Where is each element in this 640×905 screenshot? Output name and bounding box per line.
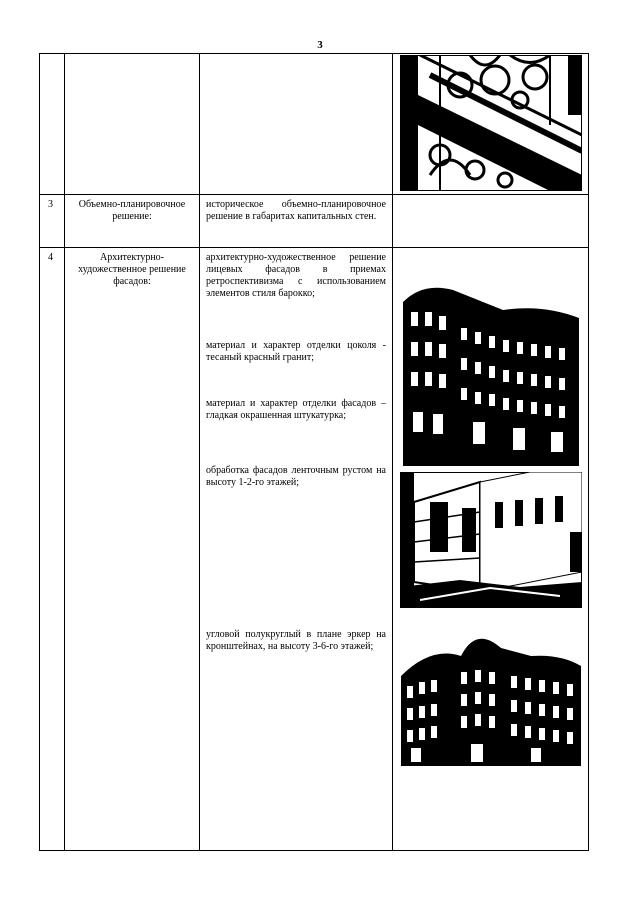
- corner-building-facade-photo: [403, 282, 579, 466]
- photo-cell: [393, 195, 589, 248]
- description-paragraph: материал и характер отделки фасадов – гладкая окрашенная штукатурка;: [206, 398, 386, 421]
- description-paragraph: материал и характер отделки цоколя - тесаный красный гранит;: [206, 340, 386, 363]
- page-number: 3: [317, 39, 323, 51]
- row-name-cell: [65, 54, 200, 195]
- description-paragraph: обработка фасадов ленточным рустом на высоту 1-2-го этажей;: [206, 465, 386, 488]
- row-description: [200, 195, 393, 248]
- row-number: 3: [40, 195, 65, 248]
- row-name: Объемно-планировочное решение:: [65, 195, 200, 248]
- corner-bay-window-building-photo: [401, 626, 581, 766]
- rusticated-ground-floor-photo: [400, 472, 582, 608]
- description-paragraph: историческое объемно-планировочное решение в габаритах капитальных стен.: [206, 199, 386, 222]
- description-paragraph: архитектурно-художественное решение лицевых фасадов в приемах ретроспективизма с использованием элементов стиля барокко;: [206, 252, 386, 299]
- table-row: [40, 195, 589, 248]
- row-number: 4: [40, 248, 65, 851]
- photo-cell: [393, 248, 589, 851]
- table-row: [40, 54, 589, 195]
- photo-cell: [393, 54, 589, 195]
- row-number-cell: [40, 54, 65, 195]
- row-description: [200, 248, 393, 851]
- row-description-cell: [200, 54, 393, 195]
- wrought-iron-stair-railing-photo: [400, 55, 582, 191]
- description-paragraph: угловой полукруглый в плане эркер на кронштейнах, на высоту 3-6-го этажей;: [206, 629, 386, 652]
- table-row: [40, 248, 589, 851]
- row-name: Архитектурно-художественное решение фасадов:: [65, 248, 200, 851]
- heritage-spec-table: [39, 53, 589, 851]
